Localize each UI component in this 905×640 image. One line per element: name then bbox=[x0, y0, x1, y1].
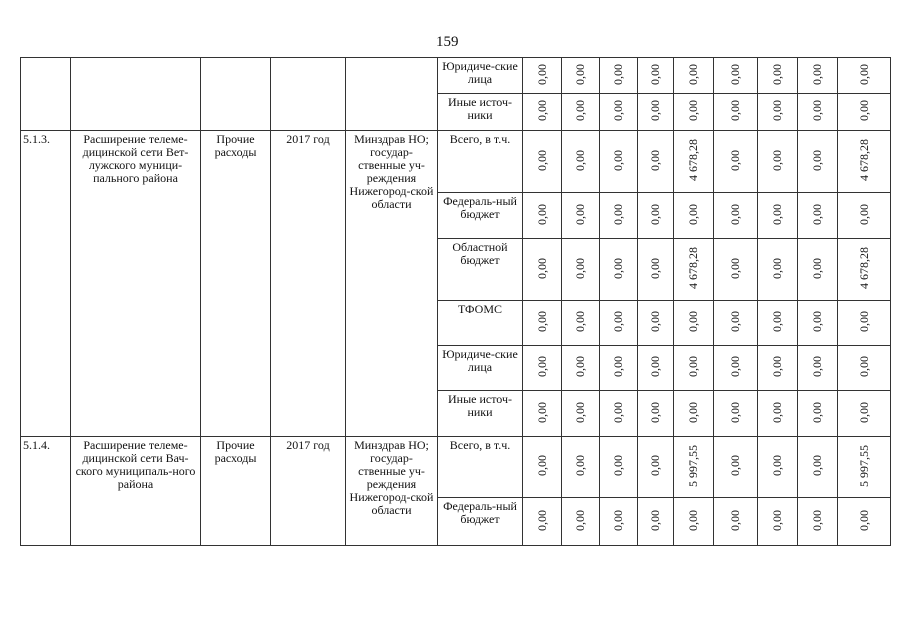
amount-cell bbox=[714, 58, 758, 94]
amount-cell bbox=[638, 94, 674, 131]
amount-cell bbox=[674, 391, 714, 437]
amount-value: 0,00 bbox=[686, 63, 700, 85]
amount-cell bbox=[562, 193, 600, 239]
amount-cell bbox=[798, 437, 838, 498]
amount-value: 4 678,28 bbox=[856, 247, 871, 289]
expense-type bbox=[201, 58, 271, 131]
amount-cell bbox=[562, 391, 600, 437]
amount-cell bbox=[838, 391, 891, 437]
amount-cell bbox=[562, 346, 600, 391]
amount-value: 0,00 bbox=[770, 149, 784, 171]
amount-value: 0,00 bbox=[573, 63, 587, 85]
amount-value: 0,00 bbox=[770, 311, 784, 332]
amount-cell bbox=[714, 346, 758, 391]
amount-cell bbox=[838, 94, 891, 131]
amount-value: 0,00 bbox=[611, 356, 625, 377]
amount-cell bbox=[838, 301, 891, 346]
table-row bbox=[21, 58, 891, 94]
amount-value: 0,00 bbox=[728, 455, 742, 476]
amount-value: 0,00 bbox=[856, 509, 871, 531]
amount-value: 0,00 bbox=[534, 401, 549, 423]
amount-value: 0,00 bbox=[534, 311, 549, 332]
amount-value: 0,00 bbox=[856, 356, 871, 377]
amount-value: 0,00 bbox=[573, 455, 587, 476]
amount-value: 0,00 bbox=[686, 509, 700, 531]
amount-value: 0,00 bbox=[728, 100, 742, 121]
amount-value: 0,00 bbox=[573, 100, 587, 121]
amount-value: 0,00 bbox=[648, 311, 662, 332]
amount-value: 0,00 bbox=[573, 149, 587, 171]
amount-value: 0,00 bbox=[810, 311, 824, 332]
table-row bbox=[21, 437, 891, 498]
amount-value: 0,00 bbox=[534, 63, 549, 85]
amount-cell bbox=[714, 498, 758, 546]
amount-value: 0,00 bbox=[611, 149, 625, 171]
amount-value: 0,00 bbox=[728, 257, 742, 279]
amount-value: 0,00 bbox=[728, 63, 742, 85]
amount-cell bbox=[562, 131, 600, 193]
amount-value: 0,00 bbox=[770, 100, 784, 121]
amount-cell bbox=[523, 58, 562, 94]
amount-cell bbox=[674, 58, 714, 94]
amount-cell bbox=[838, 239, 891, 301]
item-name: Расширение телеме-дицинской сети Вач-ского муниципаль-ного района bbox=[71, 437, 201, 546]
funding-source: Юридиче-ские лица bbox=[438, 58, 523, 94]
period: 2017 год bbox=[271, 437, 346, 546]
amount-cell bbox=[600, 193, 638, 239]
amount-cell bbox=[758, 437, 798, 498]
amount-cell bbox=[838, 437, 891, 498]
amount-value: 0,00 bbox=[534, 203, 549, 225]
amount-cell bbox=[714, 193, 758, 239]
amount-cell bbox=[523, 498, 562, 546]
amount-cell bbox=[523, 94, 562, 131]
amount-value: 0,00 bbox=[810, 455, 824, 476]
amount-value: 0,00 bbox=[770, 257, 784, 279]
amount-cell bbox=[638, 437, 674, 498]
amount-cell bbox=[838, 193, 891, 239]
amount-value: 0,00 bbox=[856, 401, 871, 423]
amount-value: 0,00 bbox=[534, 509, 549, 531]
amount-cell bbox=[562, 498, 600, 546]
amount-cell bbox=[638, 498, 674, 546]
amount-cell bbox=[523, 346, 562, 391]
amount-value: 0,00 bbox=[648, 100, 662, 121]
amount-cell bbox=[714, 131, 758, 193]
amount-cell bbox=[714, 94, 758, 131]
funding-source: Всего, в т.ч. bbox=[438, 131, 523, 193]
amount-cell bbox=[838, 131, 891, 193]
amount-value: 0,00 bbox=[728, 401, 742, 423]
amount-cell bbox=[523, 131, 562, 193]
amount-cell bbox=[758, 131, 798, 193]
amount-cell bbox=[600, 346, 638, 391]
amount-cell bbox=[798, 58, 838, 94]
amount-value: 0,00 bbox=[648, 509, 662, 531]
amount-value: 0,00 bbox=[728, 356, 742, 377]
amount-value: 4 678,28 bbox=[686, 139, 700, 181]
amount-value: 0,00 bbox=[573, 203, 587, 225]
amount-value: 0,00 bbox=[648, 257, 662, 279]
amount-value: 0,00 bbox=[573, 257, 587, 279]
amount-cell bbox=[758, 391, 798, 437]
amount-value: 0,00 bbox=[648, 149, 662, 171]
amount-cell bbox=[758, 58, 798, 94]
amount-value: 0,00 bbox=[686, 401, 700, 423]
amount-cell bbox=[714, 301, 758, 346]
amount-cell bbox=[600, 94, 638, 131]
amount-value: 0,00 bbox=[648, 203, 662, 225]
amount-value: 4 678,28 bbox=[686, 247, 700, 289]
amount-cell bbox=[600, 58, 638, 94]
amount-value: 0,00 bbox=[611, 455, 625, 476]
amount-cell bbox=[600, 391, 638, 437]
amount-cell bbox=[714, 239, 758, 301]
amount-cell bbox=[674, 301, 714, 346]
amount-cell bbox=[523, 391, 562, 437]
amount-value: 0,00 bbox=[810, 149, 824, 171]
amount-cell bbox=[798, 301, 838, 346]
amount-cell bbox=[674, 498, 714, 546]
amount-value: 0,00 bbox=[686, 311, 700, 332]
amount-cell bbox=[714, 437, 758, 498]
amount-cell bbox=[838, 346, 891, 391]
amount-cell bbox=[798, 498, 838, 546]
amount-value: 0,00 bbox=[810, 63, 824, 85]
item-name bbox=[71, 58, 201, 131]
amount-cell bbox=[523, 301, 562, 346]
amount-value: 0,00 bbox=[810, 401, 824, 423]
amount-value: 0,00 bbox=[611, 401, 625, 423]
funding-source: Областной бюджет bbox=[438, 239, 523, 301]
amount-value: 0,00 bbox=[648, 401, 662, 423]
amount-value: 0,00 bbox=[534, 100, 549, 121]
amount-cell bbox=[638, 239, 674, 301]
amount-value: 0,00 bbox=[770, 203, 784, 225]
amount-cell bbox=[600, 131, 638, 193]
amount-cell bbox=[638, 301, 674, 346]
amount-cell bbox=[674, 346, 714, 391]
amount-cell bbox=[638, 193, 674, 239]
amount-value: 4 678,28 bbox=[856, 139, 871, 181]
amount-value: 0,00 bbox=[648, 356, 662, 377]
amount-cell bbox=[798, 391, 838, 437]
item-name: Расширение телеме-дицинской сети Вет-лужского муници-пального района bbox=[71, 131, 201, 437]
amount-cell bbox=[600, 239, 638, 301]
amount-cell bbox=[838, 58, 891, 94]
item-number: 5.1.3. bbox=[21, 131, 71, 437]
amount-cell bbox=[798, 239, 838, 301]
amount-cell bbox=[758, 346, 798, 391]
amount-cell bbox=[638, 391, 674, 437]
amount-value: 0,00 bbox=[810, 509, 824, 531]
amount-cell bbox=[758, 239, 798, 301]
amount-value: 0,00 bbox=[573, 401, 587, 423]
amount-value: 0,00 bbox=[770, 356, 784, 377]
amount-cell bbox=[674, 239, 714, 301]
amount-value: 0,00 bbox=[534, 149, 549, 171]
funding-table bbox=[20, 57, 891, 546]
amount-cell bbox=[523, 239, 562, 301]
amount-value: 0,00 bbox=[728, 509, 742, 531]
amount-cell bbox=[638, 131, 674, 193]
amount-value: 5 997,55 bbox=[686, 444, 700, 487]
amount-cell bbox=[798, 346, 838, 391]
funding-source: Всего, в т.ч. bbox=[438, 437, 523, 498]
amount-value: 0,00 bbox=[810, 356, 824, 377]
amount-value: 0,00 bbox=[648, 455, 662, 476]
amount-cell bbox=[758, 94, 798, 131]
amount-value: 0,00 bbox=[573, 509, 587, 531]
amount-cell bbox=[798, 131, 838, 193]
expense-type: Прочие расходы bbox=[201, 437, 271, 546]
funding-source: Федераль-ный бюджет bbox=[438, 498, 523, 546]
expense-type: Прочие расходы bbox=[201, 131, 271, 437]
amount-value: 0,00 bbox=[770, 63, 784, 85]
amount-value: 0,00 bbox=[856, 203, 871, 225]
amount-value: 0,00 bbox=[648, 63, 662, 85]
amount-value: 0,00 bbox=[728, 149, 742, 171]
amount-value: 5 997,55 bbox=[856, 444, 871, 487]
amount-value: 0,00 bbox=[534, 356, 549, 377]
amount-value: 0,00 bbox=[686, 100, 700, 121]
amount-cell bbox=[638, 346, 674, 391]
amount-cell bbox=[600, 498, 638, 546]
amount-cell bbox=[523, 193, 562, 239]
amount-value: 0,00 bbox=[810, 100, 824, 121]
amount-value: 0,00 bbox=[856, 100, 871, 121]
amount-cell bbox=[562, 239, 600, 301]
amount-cell bbox=[798, 193, 838, 239]
amount-value: 0,00 bbox=[770, 455, 784, 476]
amount-cell bbox=[562, 58, 600, 94]
amount-value: 0,00 bbox=[534, 257, 549, 279]
amount-cell bbox=[600, 437, 638, 498]
item-number bbox=[21, 58, 71, 131]
amount-value: 0,00 bbox=[611, 257, 625, 279]
amount-cell bbox=[562, 437, 600, 498]
funding-source: Юридиче-ские лица bbox=[438, 346, 523, 391]
amount-value: 0,00 bbox=[611, 63, 625, 85]
amount-value: 0,00 bbox=[573, 356, 587, 377]
amount-value: 0,00 bbox=[534, 455, 549, 476]
funding-source: Федераль-ный бюджет bbox=[438, 193, 523, 239]
amount-value: 0,00 bbox=[611, 509, 625, 531]
period bbox=[271, 58, 346, 131]
amount-value: 0,00 bbox=[611, 100, 625, 121]
amount-cell bbox=[758, 193, 798, 239]
funding-source: Иные источ-ники bbox=[438, 94, 523, 131]
funding-source: ТФОМС bbox=[438, 301, 523, 346]
amount-value: 0,00 bbox=[573, 311, 587, 332]
amount-cell bbox=[714, 391, 758, 437]
amount-cell bbox=[600, 301, 638, 346]
funding-source: Иные источ-ники bbox=[438, 391, 523, 437]
amount-cell bbox=[638, 58, 674, 94]
page-number: 159 bbox=[436, 34, 459, 50]
amount-cell bbox=[674, 437, 714, 498]
amount-value: 0,00 bbox=[770, 509, 784, 531]
amount-value: 0,00 bbox=[611, 311, 625, 332]
amount-value: 0,00 bbox=[810, 203, 824, 225]
amount-cell bbox=[798, 94, 838, 131]
executor: Минздрав НО; государ-ственные уч-реждения Нижегород-ской области bbox=[346, 131, 438, 437]
amount-value: 0,00 bbox=[611, 203, 625, 225]
amount-cell bbox=[758, 498, 798, 546]
amount-cell bbox=[674, 193, 714, 239]
amount-value: 0,00 bbox=[770, 401, 784, 423]
amount-value: 0,00 bbox=[810, 257, 824, 279]
amount-value: 0,00 bbox=[686, 203, 700, 225]
amount-value: 0,00 bbox=[856, 311, 871, 332]
amount-cell bbox=[562, 94, 600, 131]
item-number: 5.1.4. bbox=[21, 437, 71, 546]
amount-value: 0,00 bbox=[728, 203, 742, 225]
period: 2017 год bbox=[271, 131, 346, 437]
amount-cell bbox=[523, 437, 562, 498]
amount-value: 0,00 bbox=[856, 63, 871, 85]
executor: Минздрав НО; государ-ственные уч-реждения Нижегород-ской области bbox=[346, 437, 438, 546]
amount-cell bbox=[674, 94, 714, 131]
table-row bbox=[21, 131, 891, 193]
executor bbox=[346, 58, 438, 131]
amount-cell bbox=[562, 301, 600, 346]
amount-cell bbox=[674, 131, 714, 193]
amount-value: 0,00 bbox=[686, 356, 700, 377]
amount-cell bbox=[758, 301, 798, 346]
amount-value: 0,00 bbox=[728, 311, 742, 332]
amount-cell bbox=[838, 498, 891, 546]
